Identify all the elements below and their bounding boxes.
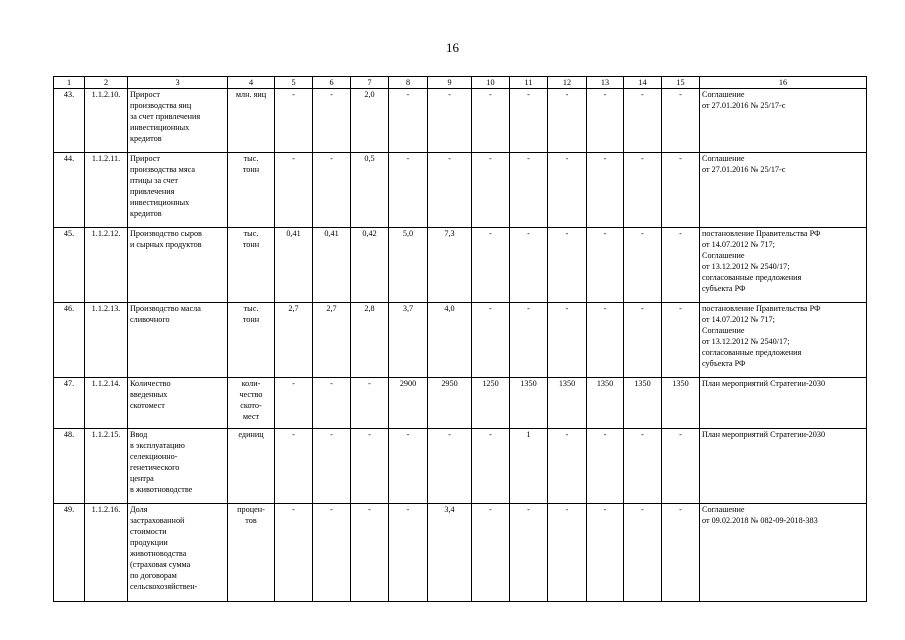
table-cell bbox=[587, 429, 624, 504]
cell-text: Производство сыров и сырных продуктов bbox=[130, 229, 202, 249]
cell-text: - bbox=[489, 229, 492, 238]
cell-text: - bbox=[292, 90, 295, 99]
cell-text: постановление Правительства РФ от 14.07.2012 № 717; Соглашение от 13.12.2012 № 2540/17; согласованные предложения субъекта РФ bbox=[702, 229, 821, 293]
cell-text: 1350 bbox=[596, 379, 614, 388]
table-cell bbox=[128, 429, 228, 504]
cell-text: тыс. тонн bbox=[242, 229, 260, 249]
cell-text: - bbox=[565, 229, 569, 238]
cell-text: 1350 bbox=[558, 379, 576, 388]
table-cell bbox=[700, 303, 867, 378]
table-cell bbox=[275, 153, 313, 228]
column-header: 16 bbox=[700, 77, 867, 89]
table-cell bbox=[428, 303, 472, 378]
cell-text: 2,7 bbox=[288, 304, 299, 313]
cell-text: 47. bbox=[63, 379, 75, 388]
column-header: 7 bbox=[351, 77, 389, 89]
table-cell bbox=[700, 378, 867, 429]
table-cell bbox=[228, 228, 275, 303]
cell-text: - bbox=[527, 229, 530, 238]
table-cell bbox=[389, 378, 428, 429]
table-cell bbox=[700, 429, 867, 504]
cell-text: - bbox=[679, 505, 682, 514]
table-cell bbox=[351, 153, 389, 228]
cell-text: 0,41 bbox=[324, 229, 339, 238]
table-cell bbox=[228, 378, 275, 429]
cell-text: 46. bbox=[63, 304, 75, 313]
table-cell bbox=[428, 153, 472, 228]
table-cell bbox=[54, 303, 85, 378]
table-cell bbox=[313, 504, 351, 602]
table-cell bbox=[548, 89, 587, 153]
cell-text: - bbox=[489, 154, 492, 163]
indicators-table bbox=[53, 76, 867, 602]
table-cell bbox=[351, 378, 389, 429]
cell-text: План мероприятий Стратегии-2030 bbox=[702, 379, 826, 388]
cell-text: 0,41 bbox=[286, 229, 301, 238]
cell-text: - bbox=[641, 154, 644, 163]
cell-text: - bbox=[292, 154, 295, 163]
column-header: 12 bbox=[548, 77, 587, 89]
cell-text: - bbox=[292, 379, 295, 388]
cell-text: - bbox=[641, 90, 644, 99]
column-header: 3 bbox=[128, 77, 228, 89]
cell-text: 44. bbox=[63, 154, 75, 163]
cell-text: - bbox=[489, 90, 492, 99]
cell-text: - bbox=[448, 154, 451, 163]
table-cell bbox=[128, 89, 228, 153]
table-cell bbox=[428, 89, 472, 153]
cell-text: Соглашение от 27.01.2016 № 25/17-с bbox=[702, 154, 786, 174]
cell-text: - bbox=[330, 379, 333, 388]
column-header: 8 bbox=[389, 77, 428, 89]
table-cell bbox=[275, 504, 313, 602]
cell-text: Производство масла сливочного bbox=[130, 304, 201, 324]
table-cell bbox=[548, 504, 587, 602]
table-cell bbox=[548, 228, 587, 303]
table-cell bbox=[85, 228, 128, 303]
cell-text: - bbox=[565, 430, 569, 439]
table-cell bbox=[624, 153, 662, 228]
table-cell bbox=[587, 378, 624, 429]
column-header: 13 bbox=[587, 77, 624, 89]
table-cell bbox=[313, 303, 351, 378]
cell-text: 49. bbox=[63, 505, 75, 514]
cell-text: - bbox=[565, 304, 569, 313]
table-header-row bbox=[54, 77, 867, 89]
cell-text: - bbox=[679, 430, 682, 439]
table-cell bbox=[275, 429, 313, 504]
cell-text: - bbox=[679, 90, 682, 99]
cell-text: 4,0 bbox=[444, 304, 455, 313]
cell-text: - bbox=[406, 90, 410, 99]
table-cell bbox=[510, 303, 548, 378]
table-cell bbox=[428, 378, 472, 429]
table-cell bbox=[662, 303, 700, 378]
table-row bbox=[54, 89, 867, 153]
table-cell bbox=[85, 153, 128, 228]
cell-text: - bbox=[527, 505, 530, 514]
cell-text: - bbox=[679, 154, 682, 163]
cell-text: - bbox=[641, 229, 644, 238]
cell-text: - bbox=[565, 90, 569, 99]
table-cell bbox=[472, 378, 510, 429]
column-header: 10 bbox=[472, 77, 510, 89]
cell-text: 1.1.2.10. bbox=[91, 90, 121, 99]
table-cell bbox=[351, 228, 389, 303]
cell-text: 2950 bbox=[441, 379, 458, 388]
table-cell bbox=[128, 153, 228, 228]
cell-text: Соглашение от 27.01.2016 № 25/17-с bbox=[702, 90, 786, 110]
cell-text: 2900 bbox=[399, 379, 417, 388]
table-cell bbox=[228, 504, 275, 602]
table-cell bbox=[428, 429, 472, 504]
cell-text: - bbox=[603, 154, 607, 163]
cell-text: - bbox=[641, 505, 644, 514]
table-cell bbox=[548, 378, 587, 429]
cell-text: - bbox=[406, 154, 410, 163]
table-cell bbox=[472, 228, 510, 303]
cell-text: 43. bbox=[63, 90, 75, 99]
table-cell bbox=[351, 89, 389, 153]
table-cell bbox=[351, 303, 389, 378]
table-row bbox=[54, 153, 867, 228]
table-cell bbox=[275, 303, 313, 378]
cell-text: - bbox=[527, 90, 530, 99]
column-header: 9 bbox=[428, 77, 472, 89]
cell-text: - bbox=[489, 430, 492, 439]
table-cell bbox=[313, 378, 351, 429]
table-cell bbox=[228, 429, 275, 504]
cell-text: единиц bbox=[238, 430, 264, 439]
cell-text: - bbox=[527, 154, 530, 163]
cell-text: - bbox=[603, 430, 607, 439]
cell-text: 48. bbox=[63, 430, 75, 439]
table-cell bbox=[700, 228, 867, 303]
table-cell bbox=[700, 89, 867, 153]
table-cell bbox=[472, 429, 510, 504]
table-cell bbox=[389, 504, 428, 602]
cell-text: - bbox=[448, 430, 451, 439]
table-cell bbox=[275, 378, 313, 429]
cell-text: 5,0 bbox=[402, 229, 414, 238]
cell-text: - bbox=[406, 430, 410, 439]
cell-text: тыс. тонн bbox=[242, 304, 260, 324]
table-cell bbox=[54, 378, 85, 429]
table-cell bbox=[275, 228, 313, 303]
cell-text: млн. яиц bbox=[235, 90, 267, 99]
table-cell bbox=[128, 303, 228, 378]
table-cell bbox=[510, 228, 548, 303]
cell-text: процен- тов bbox=[237, 505, 265, 525]
cell-text: коли- чество ското- мест bbox=[239, 379, 263, 421]
cell-text: - bbox=[641, 304, 644, 313]
table-cell bbox=[54, 89, 85, 153]
table-cell bbox=[587, 504, 624, 602]
cell-text: 0,5 bbox=[364, 154, 375, 163]
cell-text: 1.1.2.15. bbox=[91, 430, 121, 439]
cell-text: Прирост производства яиц за счет привлечения инвестиционных кредитов bbox=[130, 90, 201, 143]
table-cell bbox=[351, 504, 389, 602]
table-cell bbox=[389, 89, 428, 153]
table-cell bbox=[510, 378, 548, 429]
table-cell bbox=[662, 429, 700, 504]
table-row bbox=[54, 429, 867, 504]
page-number: 16 bbox=[446, 40, 459, 55]
cell-text: - bbox=[679, 229, 682, 238]
cell-text: - bbox=[527, 304, 530, 313]
table-cell bbox=[389, 153, 428, 228]
cell-text: - bbox=[292, 430, 295, 439]
cell-text: 1350 bbox=[520, 379, 537, 388]
table-cell bbox=[85, 378, 128, 429]
table-cell bbox=[662, 504, 700, 602]
cell-text: Доля застрахованной стоимости продукции животноводства (страховая сумма по договорам сельскохозяйствен- bbox=[130, 505, 198, 591]
cell-text: Ввод в эксплуатацию селекционно- генетического центра в животноводстве bbox=[130, 430, 193, 494]
table-cell bbox=[54, 429, 85, 504]
table-cell bbox=[472, 89, 510, 153]
table-cell bbox=[510, 89, 548, 153]
table-row bbox=[54, 303, 867, 378]
table-cell bbox=[700, 153, 867, 228]
table-cell bbox=[700, 504, 867, 602]
cell-text: 0,42 bbox=[362, 229, 377, 238]
table-cell bbox=[587, 89, 624, 153]
cell-text: - bbox=[679, 304, 682, 313]
table-cell bbox=[228, 303, 275, 378]
table-cell bbox=[313, 89, 351, 153]
cell-text: 1.1.2.13. bbox=[91, 304, 121, 313]
table-cell bbox=[472, 153, 510, 228]
table-cell bbox=[428, 504, 472, 602]
table-cell bbox=[313, 429, 351, 504]
cell-text: постановление Правительства РФ от 14.07.2012 № 717; Соглашение от 13.12.2012 № 2540/17; согласованные предложения субъекта РФ bbox=[702, 304, 821, 368]
table-cell bbox=[389, 303, 428, 378]
table-cell bbox=[128, 228, 228, 303]
cell-text: 1.1.2.14. bbox=[91, 379, 121, 388]
column-header: 2 bbox=[85, 77, 128, 89]
cell-text: 1250 bbox=[482, 379, 499, 388]
table-cell bbox=[85, 504, 128, 602]
cell-text: Соглашение от 09.02.2018 № 082-09-2018-383 bbox=[702, 505, 818, 525]
cell-text: тыс. тонн bbox=[242, 154, 260, 174]
table-cell bbox=[228, 89, 275, 153]
table-cell bbox=[85, 429, 128, 504]
table-cell bbox=[624, 228, 662, 303]
column-header: 15 bbox=[662, 77, 700, 89]
cell-text: 2,0 bbox=[364, 90, 375, 99]
cell-text: - bbox=[368, 505, 371, 514]
table-cell bbox=[624, 89, 662, 153]
cell-text: 1.1.2.16. bbox=[91, 505, 121, 514]
cell-text: - bbox=[330, 505, 333, 514]
table-cell bbox=[128, 504, 228, 602]
cell-text: - bbox=[368, 430, 371, 439]
table-cell bbox=[472, 504, 510, 602]
table-cell bbox=[275, 89, 313, 153]
cell-text: 2,8 bbox=[364, 304, 375, 313]
table-cell bbox=[548, 153, 587, 228]
cell-text: - bbox=[330, 154, 333, 163]
table-cell bbox=[54, 153, 85, 228]
cell-text: - bbox=[368, 379, 371, 388]
column-header: 5 bbox=[275, 77, 313, 89]
table-cell bbox=[662, 153, 700, 228]
table-cell bbox=[54, 504, 85, 602]
cell-text: - bbox=[489, 505, 492, 514]
table-cell bbox=[228, 153, 275, 228]
table-cell bbox=[351, 429, 389, 504]
table-cell bbox=[389, 429, 428, 504]
table-cell bbox=[662, 228, 700, 303]
table-cell bbox=[472, 303, 510, 378]
cell-text: - bbox=[330, 90, 333, 99]
cell-text: - bbox=[565, 505, 569, 514]
cell-text: 3,4 bbox=[444, 505, 455, 514]
column-header: 4 bbox=[228, 77, 275, 89]
cell-text: - bbox=[406, 505, 410, 514]
column-header: 11 bbox=[510, 77, 548, 89]
table-cell bbox=[54, 228, 85, 303]
table-row bbox=[54, 378, 867, 429]
table-cell bbox=[624, 303, 662, 378]
cell-text: - bbox=[489, 304, 492, 313]
cell-text: - bbox=[641, 430, 644, 439]
cell-text: - bbox=[603, 505, 607, 514]
cell-text: - bbox=[292, 505, 295, 514]
table-cell bbox=[587, 153, 624, 228]
cell-text: - bbox=[603, 304, 607, 313]
cell-text: - bbox=[603, 90, 607, 99]
cell-text: - bbox=[603, 229, 607, 238]
table-cell bbox=[428, 228, 472, 303]
table-cell bbox=[85, 303, 128, 378]
cell-text: 1350 bbox=[634, 379, 651, 388]
cell-text: 1.1.2.12. bbox=[91, 229, 121, 238]
table-cell bbox=[662, 89, 700, 153]
cell-text: - bbox=[330, 430, 333, 439]
cell-text: 2,7 bbox=[326, 304, 337, 313]
table-cell bbox=[624, 429, 662, 504]
cell-text: - bbox=[448, 90, 451, 99]
column-header: 14 bbox=[624, 77, 662, 89]
table-cell bbox=[510, 153, 548, 228]
table-cell bbox=[624, 378, 662, 429]
table-cell bbox=[548, 303, 587, 378]
table-cell bbox=[662, 378, 700, 429]
table-cell bbox=[85, 89, 128, 153]
table-cell bbox=[587, 228, 624, 303]
cell-text: Количество введенных скотомест bbox=[130, 379, 171, 410]
column-header: 1 bbox=[54, 77, 85, 89]
cell-text: 45. bbox=[63, 229, 75, 238]
table-cell bbox=[587, 303, 624, 378]
cell-text: 1 bbox=[526, 430, 531, 439]
table-cell bbox=[548, 429, 587, 504]
cell-text: 7,3 bbox=[444, 229, 455, 238]
cell-text: Прирост производства мяса птицы за счет привлечения инвестиционных кредитов bbox=[130, 154, 195, 218]
cell-text: 1.1.2.11. bbox=[91, 154, 121, 163]
cell-text: 3,7 bbox=[402, 304, 414, 313]
cell-text: - bbox=[565, 154, 569, 163]
table-cell bbox=[624, 504, 662, 602]
table-cell bbox=[510, 504, 548, 602]
table-cell bbox=[128, 378, 228, 429]
table-row bbox=[54, 228, 867, 303]
table-cell bbox=[313, 153, 351, 228]
table-cell bbox=[389, 228, 428, 303]
cell-text: 1350 bbox=[672, 379, 689, 388]
cell-text: План мероприятий Стратегии-2030 bbox=[702, 430, 826, 439]
table-cell bbox=[313, 228, 351, 303]
table-row bbox=[54, 504, 867, 602]
column-header: 6 bbox=[313, 77, 351, 89]
table-cell bbox=[510, 429, 548, 504]
